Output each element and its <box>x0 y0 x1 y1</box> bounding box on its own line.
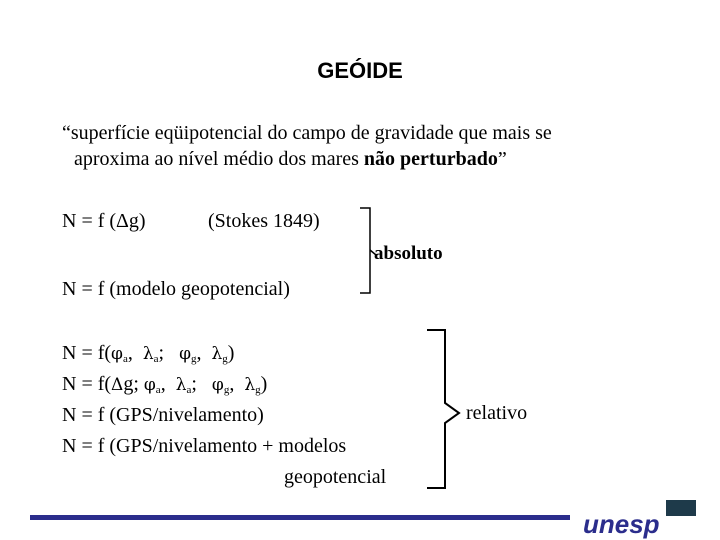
quote-line-2-suffix: ” <box>497 148 507 170</box>
equation-gps-leveling-models-line1: N = f (GPS/nivelamento + modelos <box>62 435 347 457</box>
geoid-definition-quote <box>62 120 552 172</box>
footer-bar <box>30 515 570 520</box>
equation-geopotential-model: N = f (modelo geopotencial) <box>62 278 290 300</box>
quote-line-2-bold: não perturbado <box>363 148 498 170</box>
absolute-label: absoluto <box>374 243 443 264</box>
quote-line-2 <box>62 146 552 172</box>
equation-gps-leveling-models-line2: geopotencial <box>284 466 387 488</box>
equation-gravity-coordinates: N = f(Δg; $\varphi_a$, $\lambda_a$; $\varphi_g$, $\lambda_g$) <box>62 373 268 396</box>
unesp-logo-icon <box>666 500 696 516</box>
quote-line-1: “superfície eqüipotencial do campo de gravidade que mais se <box>62 122 552 144</box>
relative-label: relativo <box>466 402 528 424</box>
equation-stokes-reference: (Stokes 1849) <box>208 210 320 232</box>
unesp-brand: unesp <box>583 509 660 539</box>
equation-coordinates: $N = f(\varphi_a$, $\lambda_a$; $\varphi_g$, $\lambda_g$) <box>62 342 235 365</box>
equation-gps-leveling: N = f (GPS/nivelamento) <box>62 404 264 426</box>
slide-title: GEÓIDE <box>317 58 403 83</box>
equation-stokes: N = f (Δg) <box>62 210 146 232</box>
quote-line-2-prefix: aproxima ao nível médio dos mares <box>74 148 364 170</box>
